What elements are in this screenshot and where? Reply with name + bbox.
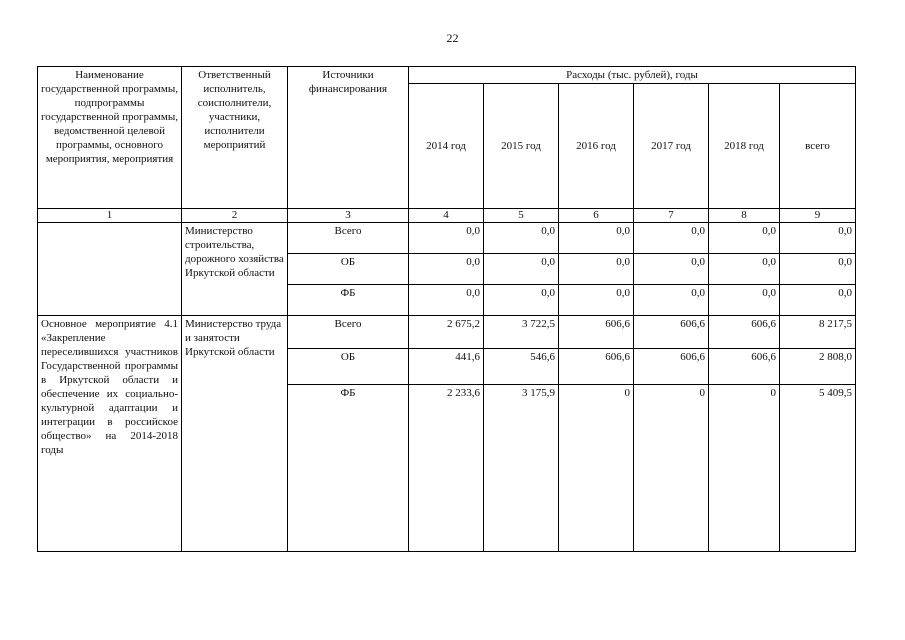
header-year-2016: 2016 год	[559, 84, 634, 209]
value-cell: 546,6	[484, 349, 559, 385]
value-cell: 606,6	[709, 316, 780, 349]
value-cell: 0,0	[634, 223, 709, 254]
column-number: 8	[709, 209, 780, 223]
column-number: 9	[780, 209, 856, 223]
header-responsible: Ответственный исполнитель, соисполнители, участники, исполнители мероприятий	[182, 67, 288, 209]
funding-source-cell: ОБ	[288, 349, 409, 385]
table-row	[38, 316, 856, 349]
column-number: 3	[288, 209, 409, 223]
value-cell: 0,0	[634, 285, 709, 316]
column-number: 2	[182, 209, 288, 223]
value-cell: 2 233,6	[409, 385, 484, 552]
table-row	[38, 223, 856, 254]
value-cell: 0,0	[709, 285, 780, 316]
value-cell: 606,6	[559, 316, 634, 349]
value-cell: 5 409,5	[780, 385, 856, 552]
column-number: 5	[484, 209, 559, 223]
header-year-2018: 2018 год	[709, 84, 780, 209]
value-cell: 0,0	[709, 254, 780, 285]
funding-source-cell: ФБ	[288, 285, 409, 316]
header-year-2014: 2014 год	[409, 84, 484, 209]
header-year-2015: 2015 год	[484, 84, 559, 209]
value-cell: 606,6	[634, 316, 709, 349]
header-year-2017: 2017 год	[634, 84, 709, 209]
value-cell: 0,0	[409, 254, 484, 285]
value-cell: 3 175,9	[484, 385, 559, 552]
value-cell: 606,6	[559, 349, 634, 385]
value-cell: 0,0	[409, 223, 484, 254]
header-total: всего	[780, 84, 856, 209]
value-cell: 0,0	[409, 285, 484, 316]
responsible-cell: Министерство труда и занятости Иркутской области	[182, 316, 288, 552]
value-cell: 0,0	[484, 285, 559, 316]
value-cell: 0,0	[634, 254, 709, 285]
value-cell: 2 808,0	[780, 349, 856, 385]
value-cell: 0,0	[780, 254, 856, 285]
value-cell: 606,6	[634, 349, 709, 385]
value-cell: 0,0	[780, 223, 856, 254]
header-expenses: Расходы (тыс. рублей), годы	[409, 67, 856, 84]
header-funding-source: Источники финансирования	[288, 67, 409, 209]
program-name-cell: Основное мероприятие 4.1 «Закрепление переселившихся участников Государственной программы в Иркутской области и обеспечение их социально-культурной адаптации и интеграции в российское общество» на 2014-2018 годы	[38, 316, 182, 552]
column-number: 4	[409, 209, 484, 223]
value-cell: 0,0	[484, 254, 559, 285]
column-numbers-row	[38, 209, 856, 223]
responsible-cell: Министерство строительства, дорожного хозяйства Иркутской области	[182, 223, 288, 316]
value-cell: 0,0	[559, 254, 634, 285]
column-number: 1	[38, 209, 182, 223]
value-cell: 0,0	[559, 285, 634, 316]
budget-table	[37, 66, 856, 552]
funding-source-cell: Всего	[288, 223, 409, 254]
header-program-name: Наименование государственной программы, подпрограммы государственной программы, ведомственной целевой программы, основного мероприятия, мероприятия	[38, 67, 182, 209]
value-cell: 606,6	[709, 349, 780, 385]
funding-source-cell: ОБ	[288, 254, 409, 285]
program-name-cell	[38, 223, 182, 316]
funding-source-cell: Всего	[288, 316, 409, 349]
value-cell: 0,0	[484, 223, 559, 254]
value-cell: 2 675,2	[409, 316, 484, 349]
page-number: 22	[446, 31, 459, 45]
value-cell: 0,0	[559, 223, 634, 254]
column-number: 6	[559, 209, 634, 223]
value-cell: 0,0	[780, 285, 856, 316]
value-cell: 0	[559, 385, 634, 552]
column-number: 7	[634, 209, 709, 223]
funding-source-cell: ФБ	[288, 385, 409, 552]
value-cell: 8 217,5	[780, 316, 856, 349]
value-cell: 0	[709, 385, 780, 552]
value-cell: 0	[634, 385, 709, 552]
value-cell: 0,0	[709, 223, 780, 254]
value-cell: 441,6	[409, 349, 484, 385]
value-cell: 3 722,5	[484, 316, 559, 349]
